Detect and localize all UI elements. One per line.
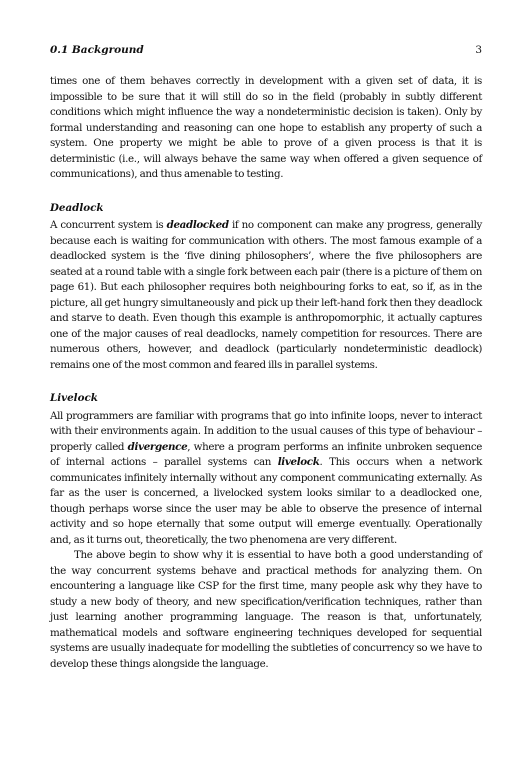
livelock-text-start: All programmers are familiar with programs that go into infinite loops, never to interact with their environments again. In addition to the usual causes of this type of behaviour – properly called — [50, 409, 482, 453]
page-number: 3 — [475, 44, 482, 56]
term-livelock: livelock — [277, 456, 320, 468]
livelock-text-end: . This occurs when a network communicates infinitely internally without any component communicating externally. As far as the user is concerned, a livelocked system looks similar to a deadlocked one, though perhaps worse since the user may be able to observe the presence of internal activity and so hope eternally that some output will emerge eventually. Operationally and, as it turns out, theoretically, the two phenomena are very different. — [50, 456, 482, 546]
deadlock-text-start: A concurrent system is — [50, 219, 167, 231]
running-header — [50, 44, 482, 56]
section-title: 0.1 Background — [50, 44, 144, 56]
livelock-text-middle: , where a program performs an infinite unbroken sequence of internal actions – parallel systems can — [50, 440, 482, 468]
paragraph-conclusion: The above begin to show why it is essential to have both a good understanding of the way concurrent systems behave and practical methods for analyzing them. On encountering a language like CSP for the first time, many people ask why they have to study a new body of theory, and new specification/verification techniques, rather than just learning another programming language. The reason is that, unfortunately, mathematical models and software engineering techniques developed for sequential systems are usually inadequate for modelling the subtleties of concurrency so we have to develop these things alongside the language. — [50, 549, 482, 670]
paragraph-deadlock — [50, 218, 482, 373]
paragraph-livelock — [50, 409, 482, 549]
term-divergence: divergence — [127, 440, 188, 453]
paragraph-determinism: times one of them behaves correctly in development with a given set of data, it is impossible to be sure that it will still do so in the field (probably in subtly different conditions which might influence the way a nondeterministic decision is taken). Only by formal understanding and reasoning can one hope to establish any property of such a system. One property we might be able to prove of a given process is that it is deterministic (i.e., will always behave the same way when offered a given sequence of communications), and thus amenable to testing. — [50, 75, 482, 180]
term-deadlocked: deadlocked — [166, 219, 229, 231]
deadlock-text-end: if no component can make any progress, generally because each is waiting for communication with others. The most famous example of a deadlocked system is the ‘five dining philosophers’, where the five philosophers are seated at a round table with a single fork between each pair (there is a picture of them on page 61). But each philosopher requires both neighbouring forks to eat, so if, as in the picture, all get hungry simultaneously and pick up their left-hand fork then they deadlock and starve to death. Even though this example is anthropomorphic, it actually captures one of the major causes of real deadlocks, namely competition for resources. There are numerous others, however, and deadlock (particularly nondeterministic deadlock) remains one of the most common and feared ills in parallel systems. — [50, 219, 482, 371]
heading-livelock: Livelock — [50, 392, 98, 404]
document-page — [50, 44, 482, 672]
heading-deadlock: Deadlock — [50, 201, 104, 214]
